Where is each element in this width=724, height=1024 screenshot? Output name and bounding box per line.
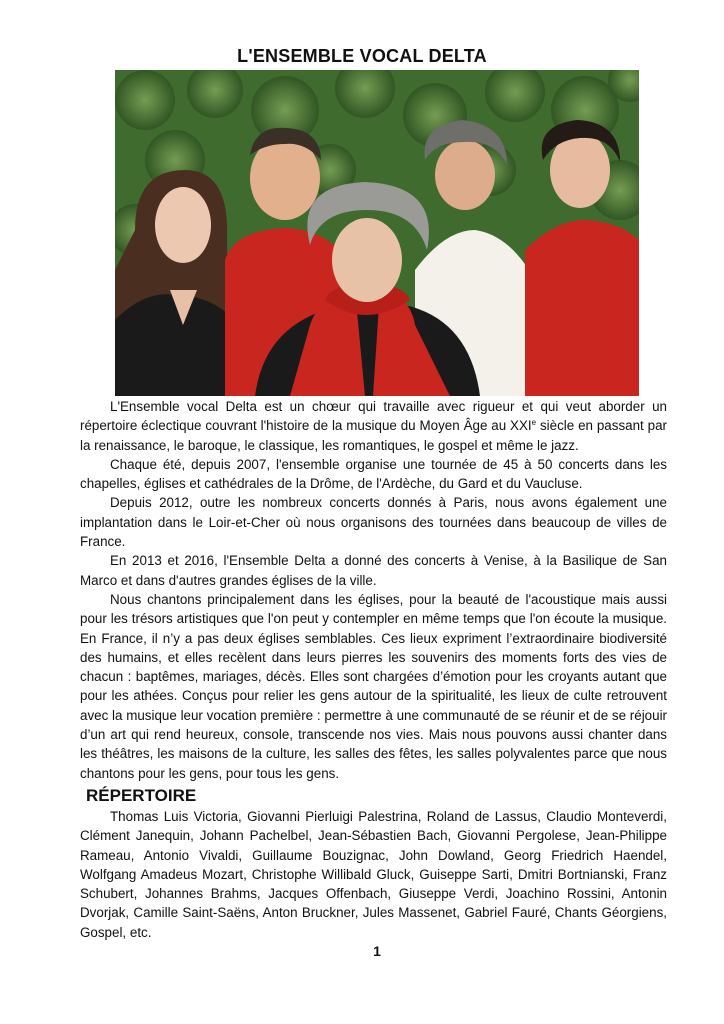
paragraph-summer-tour: Chaque été, depuis 2007, l'ensemble organise une tournée de 45 à 50 concerts dans les chapelles, églises et cathédrales de la Drôme, de l'Ardèche, du Gard et du Vaucluse. (80, 456, 667, 492)
paragraph-venice: En 2013 et 2016, l'Ensemble Delta a donné des concerts à Venise, à la Basilique de San Marco et dans d'autres grandes églises de la ville. (80, 553, 667, 588)
paragraph-loir-et-cher: Depuis 2012, outre les nombreux concerts donnés à Paris, nous avons également une implantation dans le Loir-et-Cher où nous organisons des tournées dans beaucoup de villes de France. (80, 495, 667, 550)
repertoire-heading: RÉPERTOIRE (86, 785, 197, 805)
page-number: 1 (373, 943, 381, 959)
group-photo-illustration (115, 70, 639, 396)
paragraph-intro-part2: siècle en passant par la renaissance, le baroque, le classique, les romantiques, le gospel et même le jazz. (80, 418, 667, 453)
paragraph-churches: Nous chantons principalement dans les églises, pour la beauté de l'acoustique mais aussi pour les trésors artistiques que l'on peut y contempler en même temps que l'on écoute la musique. En France, il n’y a pas deux églises semblables. Ces lieux expriment l’extraordinaire biodiversité des humains, et elles recèlent dans leurs pierres les souvenirs des moments forts des vies de chacun : baptêmes, mariages, décès. Elles sont chargées d’émotion pour les croyants autant que pour les athées. Conçus pour relier les gens autour de la spiritualité, les lieux de culte retrouvent avec la musique leur vocation première : permettre à une communauté de se réunir et de se réjouir d’un art qui rend heureux, console, transcende nos vies. Mais nous pouvons aussi chanter dans les théâtres, les maisons de la culture, les salles des fêtes, les salles polyvalentes parce que nous chantons pour les gens, pour tous les gens. (80, 591, 667, 781)
superscript-e: e (531, 418, 537, 428)
page-title: L'ENSEMBLE VOCAL DELTA (237, 46, 487, 66)
paragraph-intro-part1: L'Ensemble vocal Delta est un chœur qui travaille avec rigueur et qui veut aborder un répertoire éclectique couvrant l'histoire de la musique du Moyen Âge au XXI (80, 399, 667, 434)
group-photo (115, 70, 639, 396)
repertoire-list: Thomas Luis Victoria, Giovanni Pierluigi Palestrina, Roland de Lassus, Claudio Monteverdi, Clément Janequin, Johann Pachelbel, Jean-Sébastien Bach, Giovanni Pergolese, Jean-Philippe Rameau, Antonio Vivaldi, Guillaume Bouzignac, John Dowland, Georg Friedrich Haendel, Wolfgang Amadeus Mozart, Christophe Willibald Gluck, Guiseppe Sarti, Dmitri Bortnianski, Franz Schubert, Johannes Brahms, Jacques Offenbach, Giuseppe Verdi, Joachino Rossini, Antonin Dvorjak, Camille Saint-Saëns, Anton Bruckner, Jules Massenet, Gabriel Fauré, Chants Géorgiens, Gospel, etc. (80, 808, 667, 940)
paragraph-intro (80, 397, 667, 455)
body-text (80, 397, 667, 942)
